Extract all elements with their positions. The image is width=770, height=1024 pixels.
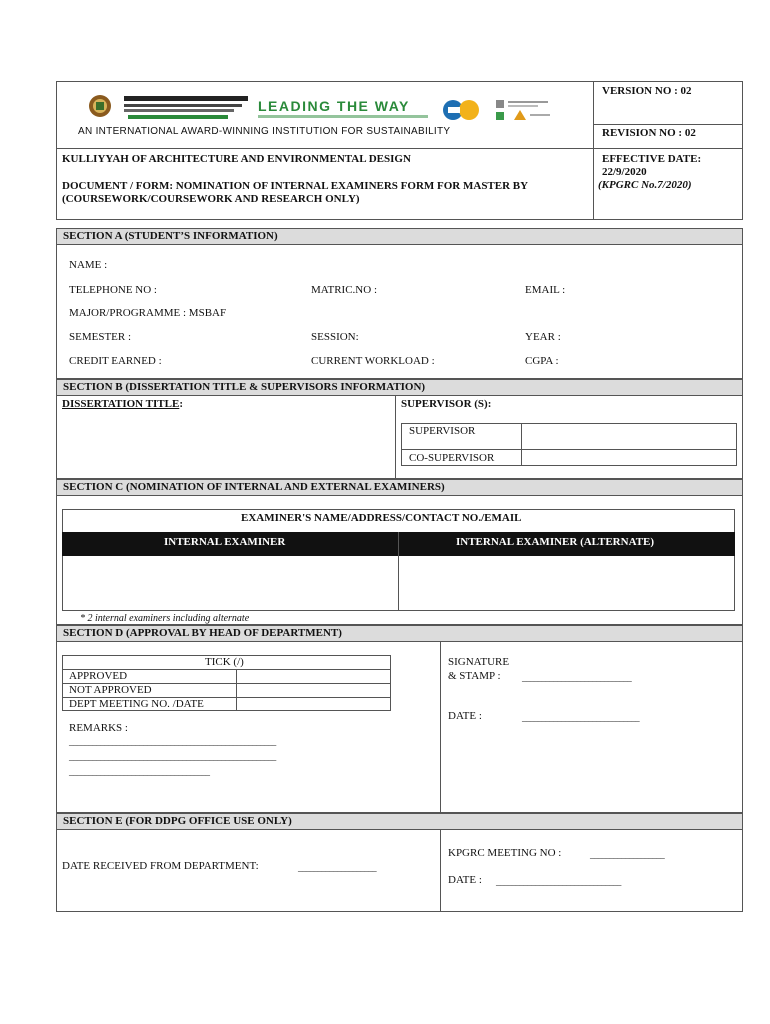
section-a-title: SECTION A (STUDENT’S INFORMATION)	[56, 228, 743, 245]
gp-logo-icon	[442, 98, 482, 122]
remarks-line-2[interactable]: _____________________________________________________	[69, 752, 276, 762]
programme-field[interactable]: MAJOR/PROGRAMME : MSBAF	[69, 307, 227, 319]
tagline-subtext	[258, 115, 428, 118]
effective-date: 22/9/2020	[602, 166, 647, 178]
internal-examiner-alternate-input[interactable]	[400, 557, 734, 610]
remarks-line-3[interactable]: ____________________________________	[69, 767, 210, 777]
dissertation-title-text: DISSERTATION TITLE	[62, 398, 180, 410]
not-approved-tick-box[interactable]	[238, 684, 390, 696]
revision-no: REVISION NO : 02	[602, 127, 696, 139]
ddpg-date-label: DATE :	[448, 874, 482, 886]
kulliyyah-name: KULLIYYAH OF ARCHITECTURE AND ENVIRONMENTAL DESIGN	[62, 153, 411, 165]
co-supervisor-label: CO-SUPERVISOR	[409, 452, 495, 464]
examiner-table-header: EXAMINER'S NAME/ADDRESS/CONTACT NO./EMAIL	[241, 512, 522, 524]
dept-meeting-label: DEPT MEETING NO. /DATE	[69, 698, 204, 710]
dissertation-title-label	[62, 398, 183, 411]
section-d-box	[56, 625, 743, 813]
not-approved-label: NOT APPROVED	[69, 684, 152, 696]
supervisor-input[interactable]	[523, 424, 736, 448]
name-field[interactable]: NAME :	[69, 259, 108, 271]
credit-earned-field[interactable]: CREDIT EARNED :	[69, 355, 162, 367]
effective-date-label: EFFECTIVE DATE:	[602, 153, 702, 165]
signature-label: SIGNATURE	[448, 656, 510, 668]
stamp-label: & STAMP :	[448, 670, 501, 682]
supervisor-label: SUPERVISOR	[409, 425, 476, 437]
dissertation-title-colon: :	[179, 398, 183, 410]
approval-date-label: DATE :	[448, 710, 482, 722]
tick-header: TICK (/)	[205, 656, 244, 668]
section-b-title: SECTION B (DISSERTATION TITLE & SUPERVISORS INFORMATION)	[56, 379, 743, 396]
kpgrc-meeting-line[interactable]: ___________________	[590, 850, 665, 860]
document-title-line1: DOCUMENT / FORM: NOMINATION OF INTERNAL EXAMINERS FORM FOR MASTER BY	[62, 180, 529, 192]
approved-tick-box[interactable]	[238, 670, 390, 682]
partner-logos-icon	[494, 98, 558, 122]
remarks-label: REMARKS :	[69, 722, 128, 734]
internal-examiner-header: INTERNAL EXAMINER	[164, 536, 286, 548]
matric-field[interactable]: MATRIC.NO :	[311, 284, 378, 296]
date-received-label: DATE RECEIVED FROM DEPARTMENT:	[62, 860, 259, 872]
university-name-arabic	[124, 94, 250, 120]
year-field[interactable]: YEAR :	[525, 331, 561, 343]
internal-examiner-alternate-header: INTERNAL EXAMINER (ALTERNATE)	[456, 536, 655, 548]
signature-line[interactable]: ____________________________	[522, 673, 632, 683]
internal-examiner-input[interactable]	[63, 557, 397, 610]
supervisors-label: SUPERVISOR (S):	[401, 398, 492, 410]
kpgrc-meeting-label: KPGRC MEETING NO :	[448, 847, 562, 859]
date-received-line[interactable]: ____________________	[298, 863, 377, 873]
section-d-title: SECTION D (APPROVAL BY HEAD OF DEPARTMENT)	[56, 625, 743, 642]
university-crest-icon	[80, 94, 120, 118]
examiner-note: * 2 internal examiners including alternate	[80, 613, 250, 624]
version-no: VERSION NO : 02	[602, 85, 692, 97]
remarks-line-1[interactable]: _____________________________________________________	[69, 737, 276, 747]
dept-meeting-input[interactable]	[238, 698, 390, 710]
email-field[interactable]: EMAIL :	[525, 284, 566, 296]
current-workload-field[interactable]: CURRENT WORKLOAD :	[311, 355, 435, 367]
institution-line: AN INTERNATIONAL AWARD-WINNING INSTITUTION FOR SUSTAINABILITY	[78, 126, 451, 137]
approved-label: APPROVED	[69, 670, 128, 682]
telephone-field[interactable]: TELEPHONE NO :	[69, 284, 157, 296]
ddpg-date-line[interactable]: ________________________________	[496, 877, 621, 887]
section-c-title: SECTION C (NOMINATION OF INTERNAL AND EXTERNAL EXAMINERS)	[56, 479, 743, 496]
session-field[interactable]: SESSION:	[311, 331, 359, 343]
cgpa-field[interactable]: CGPA :	[525, 355, 559, 367]
section-e-title: SECTION E (FOR DDPG OFFICE USE ONLY)	[56, 813, 743, 830]
logo-tagline: LEADING THE WAY	[258, 98, 410, 114]
approval-date-line[interactable]: ______________________________	[522, 713, 640, 723]
document-title-line2: (COURSEWORK/COURSEWORK AND RESEARCH ONLY)	[62, 193, 360, 205]
kpgrc-reference: (KPGRC No.7/2020)	[598, 179, 692, 191]
semester-field[interactable]: SEMESTER :	[69, 331, 132, 343]
co-supervisor-input[interactable]	[523, 450, 736, 465]
dissertation-title-input[interactable]	[58, 414, 392, 476]
